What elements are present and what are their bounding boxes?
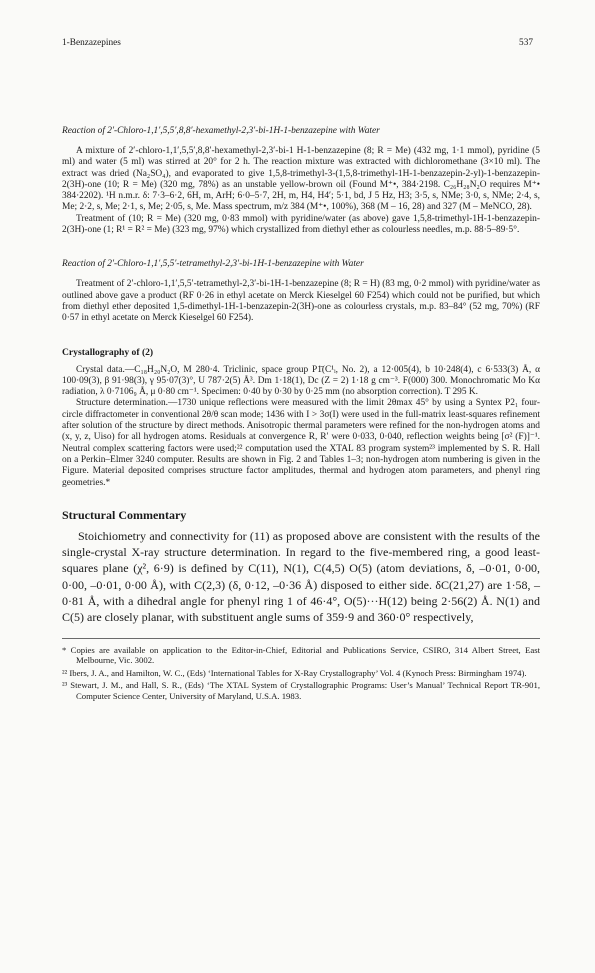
article-body — [62, 125, 540, 704]
section-title: Reaction of 2′-Chloro-1,1′,5,5′-tetramethyl-2,3′-bi-1H-1-benzazepine with Water — [62, 259, 364, 270]
section-title: Reaction of 2′-Chloro-1,1′,5,5′,8,8′-hexamethyl-2,3′-bi-1H-1-benzazepine with Water — [62, 126, 380, 136]
paragraph: Stoichiometry and connectivity for (11) as proposed above are consistent with the results of the single-crystal X-ray structure determination. In regard to the five-membered ring, a good least-squares plane (χ², 6·9) is defined by C(11), N(1), C(4,5) O(5) (atom deviations, δ, –0·01, 0·00, 0·00, –0·01, 0·00 Å), with C(2,3) (δ, 0·12, –0·36 Å) disposed to either side. δC(21,27) are 1·58, –0·81 Å, with a dihedral angle for phenyl ring 1 of 46·4°, O(5)···H(12) being 2·56(2) Å. N(1) and C(5) are closely planar, with substituent angle sums of 359·9 and 360·0° respectively, — [62, 528, 540, 625]
paragraph: Crystal data.—C₁₈H₂₀N₂O, M 280·4. Triclinic, space group P1̄(C¹ᵢ, No. 2), a 12·005(4), b 10·248(4), c 6·533(3) Å, α 100·09(3), β 91·98(3), γ 95·07(3)°, U 787·2(5) Å³. Dm 1·18(1), Dc (Z = 2) 1·18 g cm⁻³. F(000) 300. Monochromatic Mo Kα radiation, λ 0·7106₉ Å, μ 0·80 cm⁻¹. Specimen: 0·40 by 0·30 by 0·25 mm (no absorption correction). T 295 K. — [62, 364, 540, 398]
section-crystallography — [62, 347, 540, 489]
footnote-rule — [62, 638, 540, 639]
paragraph: Treatment of (10; R = Me) (320 mg, 0·83 mmol) with pyridine/water (as above) gave 1,5,8-trimethyl-1H-1-benzazepin-2(3H)-one (1; R¹ = R² = Me) (323 mg, 97%) which crystallized from diethyl ether as colourless needles, m.p. 88·5–89·5°. — [62, 213, 540, 236]
footnote: ²³ Stewart, J. M., and Hall, S. R., (Eds) ‘The XTAL System of Crystallographic Programs: User’s Manual’ Technical Report TR-901, Computer Science Center, University of Maryland, U.S.A. 1983. — [62, 680, 540, 701]
paragraph: Structure determination.—1730 unique reflections were measured with the limit 2θmax 45° by using a Syntex P2₁ four-circle diffractometer in conventional 2θ/θ scan mode; 1436 with I > 3σ(I) were used in the full-matrix least-squares refinement after solution of the structure by direct methods. Anisotropic thermal parameters were refined for the non-hydrogen atoms and (x, y, z, Uiso) for all hydrogen atoms. Residuals at convergence R, R′ were 0·033, 0·040, reflection weights being [σ² (F)]⁻¹. Neutral complex scattering factors were used;²² computation used the XTAL 83 program system²³ implemented by S. R. Hall on a Perkin–Elmer 3240 computer. Results are shown in Fig. 2 and Tables 1–3; non-hydrogen atom numbering is given in the Figure. Material deposited comprises structure factor amplitudes, thermal and hydrogen atom parameters, and phenyl ring geometries.* — [62, 398, 540, 488]
page-number: 537 — [519, 38, 533, 48]
footnote: * Copies are available on application to the Editor-in-Chief, Editorial and Publications Service, CSIRO, 314 Albert Street, East Melbourne, Vic. 3002. — [62, 644, 540, 666]
section-heading: Crystallography of (2) — [62, 346, 154, 358]
section-hexamethyl-reaction — [62, 125, 540, 236]
page-header — [62, 38, 533, 52]
paragraph: Treatment of 2′-chloro-1,1′,5,5′-tetramethyl-2,3′-bi-1H-1-benzazepine (8; R = H) (83 mg, 0·2 mmol) with pyridine/water as outlined above gave a product (RF 0·26 in ethyl acetate on Merck Kieselgel 60 F254) which could not be purified, but which from diethyl ether deposited 1,5-dimethyl-1H-1-benzazepin-2(3H)-one as colourless crystals, m.p. 83–84° (52 mg, 70%) (RF 0·57 in ethyl acetate on Merck Kieselgel 60 F254). — [62, 279, 540, 324]
paragraph: A mixture of 2′-chloro-1,1′,5,5′,8,8′-hexamethyl-2,3′-bi-1 H-1-benzazepine (8; R = Me) (432 mg, 1·1 mmol), pyridine (5 ml) and water (5 ml) was stirred at 20° for 2 h. The reaction mixture was extracted with dichloromethane (3×10 ml). The extract was dried (Na₂SO₄), and evaporated to give 1,5,8-trimethyl-3-(1,5,8-trimethyl-1H-1-benzazepin-2-yl)-1-benzazepin-2(3H)-one (10; R = Me) (320 mg, 78%) as an unstable yellow-brown oil (Found M⁺•, 384·2198. C₂₆H₂₈N₂O requires M⁺• 384·2202). ¹H n.m.r. δ: 7·3–6·2, 6H, m, ArH; 6·0–5·7, 2H, m, H4, H4′; 5·1, bd, J 5 Hz, H3; 3·5, s, NMe; 3·0, s, NMe; 2·4, s, Me; 2·2, s, Me; 2·1, s, Me; 2·05, s, Me. Mass spectrum, m/z 384 (M⁺•, 100%), 368 (M – 16, 28) and 327 (M – MeNCO, 28). — [62, 146, 540, 213]
footnotes — [62, 645, 540, 702]
footnote: ²² Ibers, J. A., and Hamilton, W. C., (Eds) ‘International Tables for X-Ray Crystallography’ Vol. 4 (Kynoch Press: Birmingham 1974). — [62, 667, 527, 678]
running-head: 1-Benzazepines — [62, 38, 121, 48]
section-tetramethyl-reaction — [62, 258, 540, 324]
section-structural-commentary — [62, 508, 540, 626]
section-heading: Structural Commentary — [62, 507, 187, 522]
